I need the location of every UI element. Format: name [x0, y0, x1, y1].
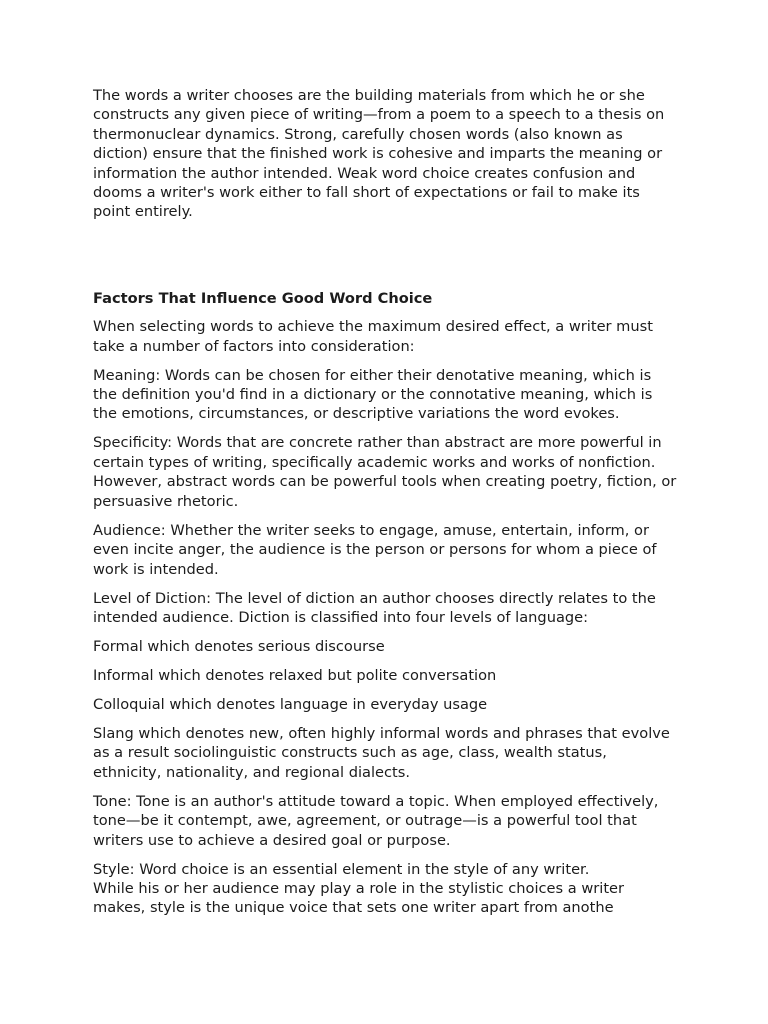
paragraph-slang: Slang which denotes new, often highly informal words and phrases that evolve as a result sociolinguistic constructs such as age, class, wealth status, ethnicity, nationality, and regional dialects. [93, 724, 670, 781]
style-line: makes, style is the unique voice that sets one writer apart from anothe [93, 899, 614, 917]
paragraph-audience: Audience: Whether the writer seeks to engage, amuse, entertain, inform, or even incite anger, the audience is the person or persons for whom a piece of work is intended. [93, 521, 657, 578]
paragraph-meaning: Meaning: Words can be chosen for either their denotative meaning, which is the definition you'd find in a dictionary or the connotative meaning, which is the emotions, circumstances, or descriptive variations the word evokes. [93, 366, 653, 423]
paragraph-informal: Informal which denotes relaxed but polite conversation [93, 666, 497, 684]
style-line: Style: Word choice is an essential element in the style of any writer. [93, 860, 590, 878]
paragraph-style [93, 860, 678, 918]
paragraph-formal: Formal which denotes serious discourse [93, 637, 385, 655]
style-line: While his or her audience may play a role in the stylistic choices a writer [93, 879, 625, 897]
paragraph-considerations: When selecting words to achieve the maximum desired effect, a writer must take a number of factors into consideration: [93, 318, 653, 355]
section-heading: Factors That Influence Good Word Choice [93, 289, 433, 307]
paragraph-level-of-diction: Level of Diction: The level of diction an author chooses directly relates to the intended audience. Diction is classified into four levels of language: [93, 589, 656, 626]
document-page [93, 86, 678, 918]
paragraph-specificity: Specificity: Words that are concrete rather than abstract are more powerful in certain types of writing, specifically academic works and works of nonfiction. However, abstract words can be powerful tools when creating poetry, fiction, or persuasive rhetoric. [93, 434, 677, 510]
intro-paragraph: The words a writer chooses are the building materials from which he or she constructs any given piece of writing—from a poem to a speech to a thesis on thermonuclear dynamics. Strong, carefully chosen words (also known as diction) ensure that the finished work is cohesive and imparts the meaning or information the author intended. Weak word choice creates confusion and dooms a writer's work either to fall short of expectations or fail to make its point entirely. [93, 87, 665, 221]
paragraph-tone: Tone: Tone is an author's attitude toward a topic. When employed effectively, tone—be it contempt, awe, agreement, or outrage—is a powerful tool that writers use to achieve a desired goal or purpose. [93, 792, 659, 849]
paragraph-colloquial: Colloquial which denotes language in everyday usage [93, 695, 488, 713]
